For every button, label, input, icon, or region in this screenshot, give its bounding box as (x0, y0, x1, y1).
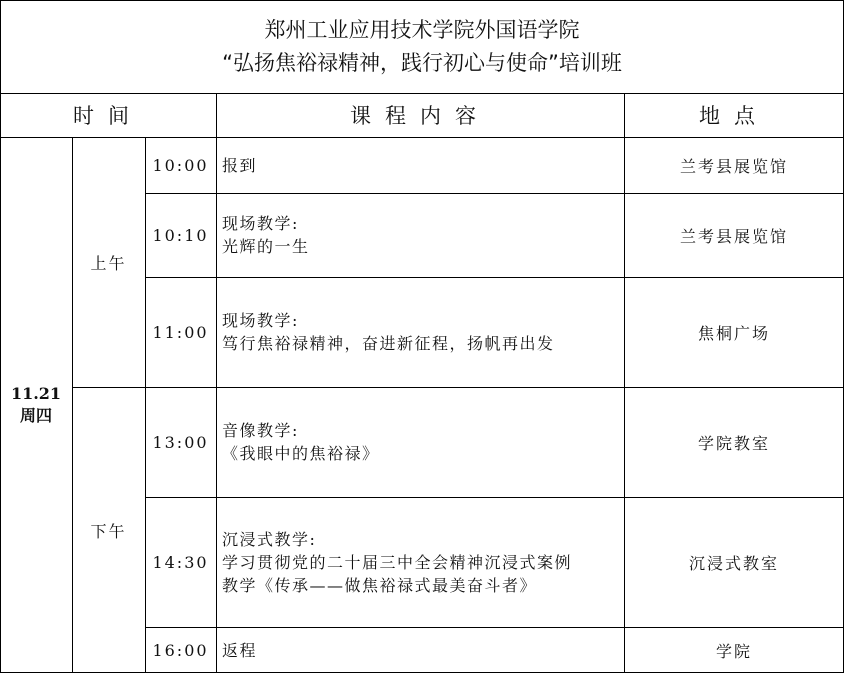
grid-line (624, 93, 625, 673)
row-time: 10:00 (152, 155, 209, 175)
date-cell (0, 137, 72, 673)
row-content (216, 387, 624, 497)
grid-line (145, 497, 844, 498)
row-time: 10:10 (152, 225, 209, 245)
grid-line (145, 193, 844, 194)
row-place: 沉浸式教室 (688, 553, 779, 573)
table-border-top (0, 0, 844, 1)
content-line: 现场教学: (222, 311, 299, 330)
grid-line (145, 137, 146, 673)
content-line: 教学《传承——做焦裕禄式最美奋斗者》 (222, 575, 538, 595)
row-time: 11:00 (152, 322, 209, 342)
row-content (216, 193, 624, 277)
row-place: 兰考县展览馆 (679, 226, 788, 246)
grid-line (145, 277, 844, 278)
header-content: 课程内容 (350, 104, 490, 128)
header-place: 地点 (699, 104, 769, 128)
row-place: 学院教室 (697, 433, 770, 453)
row-content (216, 497, 624, 627)
row-place: 兰考县展览馆 (679, 156, 788, 176)
row-content (216, 277, 624, 387)
content-line: 返程 (222, 640, 258, 660)
row-time: 14:30 (152, 552, 209, 572)
date-day: 11.21 (10, 384, 62, 403)
content-line: 笃行焦裕禄精神，奋进新征程，扬帆再出发 (222, 334, 555, 353)
period-afternoon: 下午 (90, 521, 127, 541)
grid-line (72, 387, 844, 388)
content-line: 报到 (222, 155, 258, 175)
date-weekday: 周四 (19, 406, 52, 425)
table-title (0, 0, 844, 93)
row-content (216, 627, 624, 673)
header-time: 时间 (73, 104, 143, 128)
content-line: 音像教学: (222, 421, 299, 440)
grid-line (216, 93, 217, 673)
title-line-2: “弘扬焦裕禄精神，践行初心与使命”培训班 (222, 50, 622, 75)
grid-line (0, 137, 844, 138)
content-line: 现场教学: (222, 214, 299, 233)
content-line: 光辉的一生 (222, 237, 310, 256)
row-place: 学院 (715, 641, 752, 661)
grid-line (72, 137, 73, 673)
grid-line (0, 93, 844, 94)
row-time: 13:00 (152, 432, 209, 452)
content-line: 沉浸式教学: (222, 529, 317, 549)
grid-line (145, 627, 844, 628)
table-border-left (0, 0, 1, 673)
row-time: 16:00 (152, 640, 209, 660)
row-place: 焦桐广场 (697, 323, 770, 343)
period-morning: 上午 (90, 253, 127, 273)
row-content (216, 137, 624, 193)
content-line: 《我眼中的焦裕禄》 (222, 444, 380, 463)
content-line: 学习贯彻党的二十届三中全会精神沉浸式案例 (222, 552, 573, 572)
title-line-1: 郑州工业应用技术学院外国语学院 (264, 17, 580, 42)
